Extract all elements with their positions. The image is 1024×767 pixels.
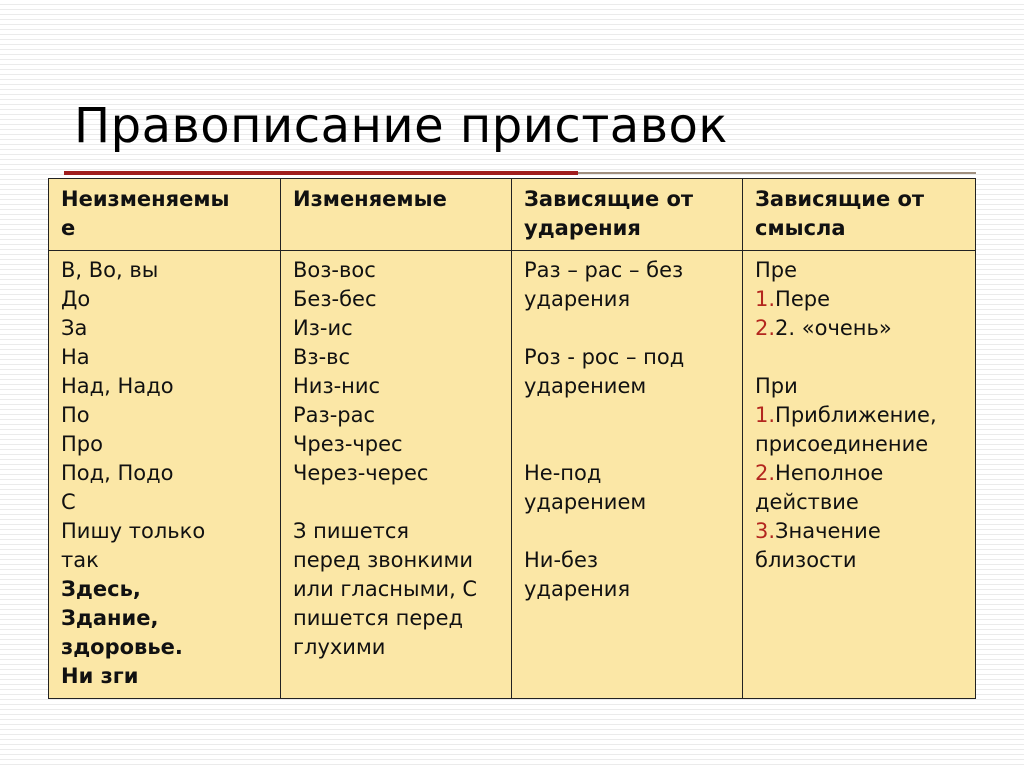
- numbered-item: [755, 517, 965, 546]
- item-text: близости: [755, 548, 857, 572]
- cell-line-bold: Здесь,: [61, 577, 141, 601]
- cell-line: Низ-нис: [293, 374, 381, 398]
- slide-title: Правописание приставок: [74, 98, 728, 154]
- cell-line: Воз-вос: [293, 258, 376, 282]
- cell-line: З пишется: [293, 519, 410, 543]
- cell-line: ударения: [524, 287, 631, 311]
- cell-line: За: [61, 316, 88, 340]
- cell-line: Без-бес: [293, 287, 377, 311]
- header-changeable: [281, 179, 512, 251]
- cell-unchangeable: [49, 251, 281, 699]
- header-meaning-dependent: [743, 179, 976, 251]
- item-text: Пере: [775, 287, 831, 311]
- table-body-row: [49, 251, 976, 699]
- cell-line: так: [61, 548, 99, 572]
- cell-line: Через-черес: [293, 461, 429, 485]
- cell-line-bold: здоровье.: [61, 635, 183, 659]
- header-line: Зависящие от: [755, 187, 925, 211]
- cell-line: Вз-вс: [293, 345, 351, 369]
- prefix-rules-table: [48, 178, 976, 699]
- header-line: е: [61, 216, 76, 240]
- item-text: Приближение,: [775, 403, 937, 427]
- cell-line-pre: Пре: [755, 258, 798, 282]
- numbered-item: [755, 546, 965, 575]
- cell-line: [293, 488, 501, 517]
- header-line: ударения: [524, 216, 641, 240]
- cell-line: Ни-без: [524, 548, 599, 572]
- cell-line: До: [61, 287, 91, 311]
- cell-line: Раз-рас: [293, 403, 376, 427]
- numbered-item: [755, 314, 965, 343]
- cell-line: Не-под: [524, 461, 602, 485]
- item-number: 3.: [755, 519, 776, 543]
- cell-line: перед звонкими: [293, 548, 474, 572]
- cell-line: глухими: [293, 635, 386, 659]
- cell-line: [524, 517, 732, 546]
- item-number: 2.: [755, 461, 776, 485]
- cell-line: [524, 314, 732, 343]
- item-text: присоединение: [755, 432, 929, 456]
- cell-line: пишется перед: [293, 606, 464, 630]
- cell-line: [524, 430, 732, 459]
- cell-line: Роз - рос – под: [524, 345, 685, 369]
- header-line: Зависящие от: [524, 187, 694, 211]
- cell-line-pri: При: [755, 374, 798, 398]
- header-stress-dependent: [512, 179, 743, 251]
- item-number: 1.: [755, 403, 776, 427]
- numbered-item: [755, 430, 965, 459]
- item-text: Неполное: [775, 461, 884, 485]
- cell-line: Из-ис: [293, 316, 353, 340]
- cell-line: Пишу только: [61, 519, 206, 543]
- cell-line: Над, Надо: [61, 374, 174, 398]
- cell-line: Раз – рас – без: [524, 258, 684, 282]
- header-line: Изменяемые: [293, 187, 447, 211]
- item-text: действие: [755, 490, 859, 514]
- numbered-item: [755, 459, 965, 488]
- cell-line: С: [61, 490, 76, 514]
- cell-line: Чрез-чрес: [293, 432, 403, 456]
- item-text: 2. «очень»: [775, 316, 892, 340]
- numbered-item: [755, 401, 965, 430]
- title-underline-red: [64, 171, 578, 175]
- cell-line: ударением: [524, 490, 647, 514]
- cell-line: или гласными, С: [293, 577, 478, 601]
- title-underline-gray: [578, 172, 976, 174]
- header-line: Неизменяемы: [61, 187, 230, 211]
- cell-line: ударения: [524, 577, 631, 601]
- cell-stress-dependent: [512, 251, 743, 699]
- table-header-row: [49, 179, 976, 251]
- cell-line: Про: [61, 432, 103, 456]
- item-number: 1.: [755, 287, 776, 311]
- cell-line-bold: Здание,: [61, 606, 159, 630]
- item-text: Значение: [775, 519, 881, 543]
- header-line: смысла: [755, 216, 846, 240]
- cell-line: На: [61, 345, 90, 369]
- cell-line: ударением: [524, 374, 647, 398]
- cell-line-blank: [755, 343, 965, 372]
- cell-meaning-dependent: [743, 251, 976, 699]
- cell-line: [524, 401, 732, 430]
- numbered-item: [755, 285, 965, 314]
- cell-line: По: [61, 403, 90, 427]
- cell-line-bold: Ни зги: [61, 664, 139, 688]
- item-number: 2.: [755, 316, 776, 340]
- cell-changeable: [281, 251, 512, 699]
- header-unchangeable: [49, 179, 281, 251]
- numbered-item: [755, 488, 965, 517]
- cell-line: Под, Подо: [61, 461, 174, 485]
- cell-line: В, Во, вы: [61, 258, 159, 282]
